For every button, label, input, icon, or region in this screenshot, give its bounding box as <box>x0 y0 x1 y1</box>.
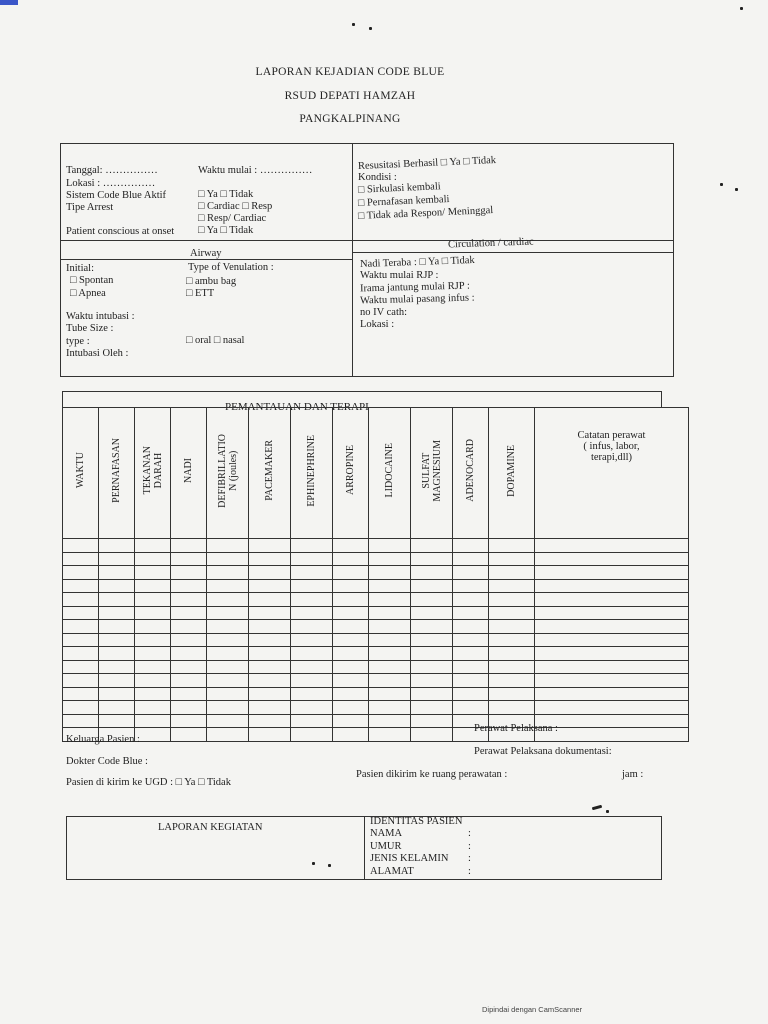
venulation-ambu-option: □ ambu bag <box>186 276 237 287</box>
table-cell[interactable] <box>135 660 171 674</box>
section-divider <box>352 143 353 377</box>
table-cell[interactable] <box>135 633 171 647</box>
corner-mark <box>0 0 18 5</box>
table-cell[interactable] <box>489 701 535 715</box>
table-cell[interactable] <box>489 647 535 661</box>
section-row-divider <box>60 240 674 241</box>
monitoring-header-row <box>63 408 689 539</box>
table-cell[interactable] <box>63 701 99 715</box>
table-row <box>63 687 689 701</box>
table-cell[interactable] <box>171 687 207 701</box>
table-cell[interactable] <box>411 539 453 553</box>
waktu-mulai-label: Waktu mulai : …………… <box>198 165 313 176</box>
table-cell[interactable] <box>207 714 249 728</box>
venulation-label: Type of Venulation : <box>188 262 274 273</box>
table-cell[interactable] <box>99 539 135 553</box>
table-cell[interactable] <box>99 687 135 701</box>
table-cell[interactable] <box>489 633 535 647</box>
table-cell[interactable] <box>369 701 411 715</box>
table-cell[interactable] <box>369 728 411 742</box>
table-cell[interactable] <box>489 579 535 593</box>
table-cell[interactable] <box>249 633 291 647</box>
table-cell[interactable] <box>333 660 369 674</box>
table-cell[interactable] <box>63 633 99 647</box>
table-cell[interactable] <box>99 620 135 634</box>
sistem-options: □ Ya □ Tidak <box>198 189 254 200</box>
dikirim-ugd-label: Pasien di kirim ke UGD : □ Ya □ Tidak <box>66 777 231 788</box>
table-cell[interactable] <box>291 647 333 661</box>
alamat-label: ALAMAT <box>370 866 414 877</box>
table-cell[interactable] <box>171 620 207 634</box>
table-row <box>63 728 689 742</box>
table-cell[interactable] <box>249 714 291 728</box>
table-cell[interactable] <box>171 674 207 688</box>
column-header-label: TEKANAN DARAH <box>141 446 164 495</box>
sistem-label: Sistem Code Blue Aktif <box>66 190 167 201</box>
table-cell[interactable] <box>411 579 453 593</box>
table-cell[interactable] <box>333 633 369 647</box>
column-header <box>411 408 453 539</box>
notes-header: Catatan perawat ( infus, labor, terapi,dll) <box>535 408 689 539</box>
column-header <box>489 408 535 539</box>
no-iv-cath-label: no IV cath: <box>360 307 408 318</box>
perawat-dokumentasi-label: Perawat Pelaksana dokumentasi: <box>474 746 612 757</box>
table-cell[interactable] <box>135 593 171 607</box>
table-cell[interactable] <box>489 539 535 553</box>
table-cell[interactable] <box>63 579 99 593</box>
table-cell[interactable] <box>333 593 369 607</box>
table-cell[interactable] <box>207 687 249 701</box>
table-cell[interactable] <box>291 687 333 701</box>
table-cell[interactable] <box>453 539 489 553</box>
table-cell[interactable] <box>171 660 207 674</box>
table-cell[interactable] <box>99 647 135 661</box>
column-header <box>207 408 249 539</box>
table-cell[interactable] <box>291 714 333 728</box>
scan-speck <box>740 7 743 10</box>
table-cell[interactable] <box>135 714 171 728</box>
table-cell[interactable] <box>249 674 291 688</box>
jenis-kelamin-colon: : <box>468 853 471 864</box>
table-cell[interactable] <box>453 566 489 580</box>
table-cell[interactable] <box>63 593 99 607</box>
table-cell[interactable] <box>99 579 135 593</box>
airway-apnea-option: □ Apnea <box>70 288 106 299</box>
circulation-heading: Circulation / cardiac <box>447 236 534 251</box>
jenis-kelamin-label: JENIS KELAMIN <box>370 853 449 864</box>
scan-speck <box>720 183 723 186</box>
table-cell[interactable] <box>535 593 689 607</box>
table-cell[interactable] <box>249 552 291 566</box>
scan-speck <box>352 23 355 26</box>
table-cell[interactable] <box>333 539 369 553</box>
table-cell[interactable] <box>135 579 171 593</box>
table-cell[interactable] <box>489 687 535 701</box>
table-cell[interactable] <box>535 674 689 688</box>
table-cell[interactable] <box>249 606 291 620</box>
table-row <box>63 593 689 607</box>
table-cell[interactable] <box>99 660 135 674</box>
airway-initial-label: Initial: <box>66 263 94 274</box>
table-cell[interactable] <box>411 552 453 566</box>
table-cell[interactable] <box>63 647 99 661</box>
column-header <box>249 408 291 539</box>
column-header <box>171 408 207 539</box>
table-cell[interactable] <box>291 620 333 634</box>
table-cell[interactable] <box>333 701 369 715</box>
city-name: PANGKALPINANG <box>299 113 401 125</box>
column-header <box>99 408 135 539</box>
table-cell[interactable] <box>411 647 453 661</box>
table-cell[interactable] <box>333 647 369 661</box>
umur-label: UMUR <box>370 841 402 852</box>
table-cell[interactable] <box>369 606 411 620</box>
table-row <box>63 714 689 728</box>
table-cell[interactable] <box>171 606 207 620</box>
bottom-divider <box>364 816 365 880</box>
column-header-label: ADENOCARD <box>465 439 476 502</box>
table-cell[interactable] <box>291 660 333 674</box>
table-row <box>63 633 689 647</box>
table-cell[interactable] <box>333 728 369 742</box>
table-cell[interactable] <box>453 701 489 715</box>
column-header <box>369 408 411 539</box>
table-row <box>63 579 689 593</box>
table-cell[interactable] <box>489 606 535 620</box>
table-cell[interactable] <box>411 660 453 674</box>
table-row <box>63 620 689 634</box>
monitoring-table <box>62 407 689 742</box>
table-cell[interactable] <box>291 552 333 566</box>
kondisi-label: Kondisi : <box>358 172 397 183</box>
table-cell[interactable] <box>369 633 411 647</box>
kondisi-option-pernafasan: □ Pernafasan kembali <box>357 194 450 209</box>
table-row <box>63 566 689 580</box>
table-cell[interactable] <box>207 579 249 593</box>
table-cell[interactable] <box>171 633 207 647</box>
table-cell[interactable] <box>489 552 535 566</box>
table-cell[interactable] <box>489 674 535 688</box>
perawat-pelaksana-label: Perawat Pelaksana : <box>474 723 558 734</box>
table-cell[interactable] <box>99 674 135 688</box>
table-row <box>63 660 689 674</box>
table-cell[interactable] <box>411 674 453 688</box>
table-cell[interactable] <box>411 687 453 701</box>
table-cell[interactable] <box>453 660 489 674</box>
table-cell[interactable] <box>453 620 489 634</box>
table-cell[interactable] <box>291 701 333 715</box>
table-cell[interactable] <box>535 606 689 620</box>
table-cell[interactable] <box>535 660 689 674</box>
table-cell[interactable] <box>207 593 249 607</box>
column-header-label: WAKTU <box>75 452 86 489</box>
table-cell[interactable] <box>135 606 171 620</box>
table-cell[interactable] <box>249 728 291 742</box>
table-cell[interactable] <box>291 633 333 647</box>
table-cell[interactable] <box>535 701 689 715</box>
table-cell[interactable] <box>535 539 689 553</box>
table-cell[interactable] <box>369 620 411 634</box>
table-cell[interactable] <box>535 647 689 661</box>
table-cell[interactable] <box>207 633 249 647</box>
table-cell[interactable] <box>249 701 291 715</box>
column-header-label: NADI <box>183 458 194 483</box>
table-cell[interactable] <box>333 606 369 620</box>
table-cell[interactable] <box>171 714 207 728</box>
table-cell[interactable] <box>453 552 489 566</box>
table-cell[interactable] <box>291 728 333 742</box>
table-cell[interactable] <box>535 620 689 634</box>
table-cell[interactable] <box>135 687 171 701</box>
table-cell[interactable] <box>249 579 291 593</box>
column-header-label: DOPAMINE <box>506 444 517 497</box>
scan-speck <box>592 805 602 810</box>
table-cell[interactable] <box>453 687 489 701</box>
nadi-teraba-label: Nadi Teraba : □ Ya □ Tidak <box>359 255 475 270</box>
table-row <box>63 701 689 715</box>
circulation-lokasi-label: Lokasi : <box>360 319 395 330</box>
table-cell[interactable] <box>333 566 369 580</box>
column-header-label: LIDOCAINE <box>384 443 395 498</box>
column-header <box>453 408 489 539</box>
table-cell[interactable] <box>249 593 291 607</box>
hospital-name: RSUD DEPATI HAMZAH <box>284 90 416 102</box>
table-row <box>63 606 689 620</box>
table-cell[interactable] <box>411 566 453 580</box>
table-cell[interactable] <box>207 728 249 742</box>
table-cell[interactable] <box>99 606 135 620</box>
table-cell[interactable] <box>171 647 207 661</box>
table-cell[interactable] <box>369 660 411 674</box>
table-cell[interactable] <box>291 606 333 620</box>
table-cell[interactable] <box>171 579 207 593</box>
table-cell[interactable] <box>207 552 249 566</box>
scan-speck <box>328 864 331 867</box>
umur-colon: : <box>468 841 471 852</box>
venulation-ett-option: □ ETT <box>186 288 215 299</box>
table-cell[interactable] <box>453 647 489 661</box>
table-cell[interactable] <box>535 687 689 701</box>
table-row <box>63 647 689 661</box>
scan-speck <box>312 862 315 865</box>
table-cell[interactable] <box>99 566 135 580</box>
table-cell[interactable] <box>207 674 249 688</box>
table-cell[interactable] <box>171 728 207 742</box>
conscious-label: Patient conscious at onset <box>66 226 175 237</box>
form-title: LAPORAN KEJADIAN CODE BLUE <box>255 66 445 78</box>
nama-label: NAMA <box>370 828 403 839</box>
table-cell[interactable] <box>171 566 207 580</box>
table-cell[interactable] <box>369 674 411 688</box>
table-cell[interactable] <box>369 539 411 553</box>
table-cell[interactable] <box>135 701 171 715</box>
table-cell[interactable] <box>99 633 135 647</box>
table-cell[interactable] <box>333 579 369 593</box>
jam-label: jam : <box>622 769 644 780</box>
column-header-label: PERNAFASAN <box>111 438 122 503</box>
scanner-watermark: Dipindai dengan CamScanner <box>482 1005 583 1014</box>
scan-speck <box>735 188 738 191</box>
table-cell[interactable] <box>411 620 453 634</box>
table-cell[interactable] <box>171 539 207 553</box>
table-cell[interactable] <box>535 552 689 566</box>
identitas-pasien-label: IDENTITAS PASIEN <box>370 816 463 827</box>
table-cell[interactable] <box>63 674 99 688</box>
keluarga-pasien-label: Keluarga Pasien : <box>66 734 140 745</box>
monitoring-title: PEMANTAUAN DAN TERAPI <box>225 401 369 413</box>
table-cell[interactable] <box>63 620 99 634</box>
airway-spontan-option: □ Spontan <box>70 275 114 286</box>
table-cell[interactable] <box>411 714 453 728</box>
table-cell[interactable] <box>249 539 291 553</box>
table-cell[interactable] <box>99 552 135 566</box>
table-cell[interactable] <box>63 660 99 674</box>
table-cell[interactable] <box>369 566 411 580</box>
table-cell[interactable] <box>249 566 291 580</box>
table-cell[interactable] <box>207 660 249 674</box>
conscious-options: □ Ya □ Tidak <box>198 225 254 236</box>
table-cell[interactable] <box>291 579 333 593</box>
table-cell[interactable] <box>333 674 369 688</box>
table-cell[interactable] <box>333 620 369 634</box>
table-cell[interactable] <box>291 674 333 688</box>
table-cell[interactable] <box>535 579 689 593</box>
lokasi-label: Lokasi : …………… <box>66 178 156 189</box>
column-header <box>135 408 171 539</box>
table-cell[interactable] <box>489 566 535 580</box>
table-cell[interactable] <box>453 674 489 688</box>
table-cell[interactable] <box>249 647 291 661</box>
tipe-arrest-options-2: □ Resp/ Cardiac <box>198 213 267 224</box>
table-cell[interactable] <box>453 606 489 620</box>
table-cell[interactable] <box>63 606 99 620</box>
table-cell[interactable] <box>411 701 453 715</box>
table-cell[interactable] <box>63 714 99 728</box>
tube-size-label: Tube Size : <box>66 323 114 334</box>
table-cell[interactable] <box>207 606 249 620</box>
table-cell[interactable] <box>291 539 333 553</box>
tipe-arrest-options-1: □ Cardiac □ Resp <box>198 201 273 212</box>
table-cell[interactable] <box>135 620 171 634</box>
table-cell[interactable] <box>249 620 291 634</box>
table-cell[interactable] <box>453 579 489 593</box>
table-cell[interactable] <box>171 593 207 607</box>
table-cell[interactable] <box>207 701 249 715</box>
table-cell[interactable] <box>63 687 99 701</box>
table-cell[interactable] <box>207 566 249 580</box>
table-cell[interactable] <box>369 647 411 661</box>
table-cell[interactable] <box>411 633 453 647</box>
column-header-label: DEFIBRILLATIO N (joules) <box>216 433 239 508</box>
table-cell[interactable] <box>535 566 689 580</box>
table-cell[interactable] <box>411 728 453 742</box>
type-label: type : <box>66 336 90 347</box>
table-cell[interactable] <box>207 647 249 661</box>
table-cell[interactable] <box>135 674 171 688</box>
airway-heading: Airway <box>190 248 222 259</box>
resusitasi-label: Resusitasi Berhasil □ Ya □ Tidak <box>357 154 497 173</box>
table-row <box>63 674 689 688</box>
table-cell[interactable] <box>369 687 411 701</box>
airway-heading-line <box>60 259 352 260</box>
circulation-heading-line <box>352 252 674 253</box>
table-cell[interactable] <box>135 539 171 553</box>
table-cell[interactable] <box>453 593 489 607</box>
table-cell[interactable] <box>171 701 207 715</box>
intubasi-oleh-label: Intubasi Oleh : <box>66 348 129 359</box>
table-cell[interactable] <box>333 552 369 566</box>
table-cell[interactable] <box>63 552 99 566</box>
table-cell[interactable] <box>333 714 369 728</box>
kondisi-option-sirkulasi: □ Sirkulasi kembali <box>357 181 441 196</box>
waktu-intubasi-label: Waktu intubasi : <box>66 311 135 322</box>
column-header-label: SULFAT MAGNESIUM <box>420 439 443 502</box>
column-header-label: EPHINEPHRINE <box>306 434 317 507</box>
column-header-label: ARROPINE <box>345 445 356 496</box>
column-header <box>333 408 369 539</box>
table-cell[interactable] <box>291 566 333 580</box>
table-cell[interactable] <box>333 687 369 701</box>
table-cell[interactable] <box>249 687 291 701</box>
table-cell[interactable] <box>207 620 249 634</box>
table-cell[interactable] <box>489 620 535 634</box>
waktu-rjp-label: Waktu mulai RJP : <box>360 270 439 281</box>
table-cell[interactable] <box>369 593 411 607</box>
table-cell[interactable] <box>411 606 453 620</box>
table-cell[interactable] <box>453 633 489 647</box>
table-cell[interactable] <box>63 566 99 580</box>
column-header-label: PACEMAKER <box>264 440 275 501</box>
table-cell[interactable] <box>489 593 535 607</box>
table-cell[interactable] <box>171 552 207 566</box>
tipe-arrest-label: Tipe Arrest <box>66 202 114 213</box>
waktu-infus-label: Waktu mulai pasang infus : <box>359 292 475 307</box>
table-cell[interactable] <box>99 714 135 728</box>
table-cell[interactable] <box>411 593 453 607</box>
table-cell[interactable] <box>135 647 171 661</box>
dikirim-ruang-label: Pasien dikirim ke ruang perawatan : <box>356 769 508 780</box>
nama-colon: : <box>468 828 471 839</box>
table-cell[interactable] <box>369 552 411 566</box>
tanggal-label: Tanggal: …………… <box>66 165 158 176</box>
scan-speck <box>606 810 609 813</box>
column-header <box>63 408 99 539</box>
table-cell[interactable] <box>535 633 689 647</box>
kondisi-option-meninggal: □ Tidak ada Respon/ Meninggal <box>357 205 494 222</box>
column-header <box>291 408 333 539</box>
table-cell[interactable] <box>369 579 411 593</box>
scan-speck <box>369 27 372 30</box>
table-cell[interactable] <box>99 701 135 715</box>
table-row <box>63 552 689 566</box>
table-cell[interactable] <box>489 660 535 674</box>
table-cell[interactable] <box>135 566 171 580</box>
laporan-kegiatan-label: LAPORAN KEGIATAN <box>158 822 263 833</box>
alamat-colon: : <box>468 866 471 877</box>
irama-label: Irama jantung mulai RJP : <box>359 280 470 295</box>
table-cell[interactable] <box>369 714 411 728</box>
dokter-code-blue-label: Dokter Code Blue : <box>66 756 148 767</box>
table-cell[interactable] <box>99 593 135 607</box>
table-cell[interactable] <box>135 552 171 566</box>
table-cell[interactable] <box>207 539 249 553</box>
table-cell[interactable] <box>249 660 291 674</box>
table-cell[interactable] <box>291 593 333 607</box>
table-cell[interactable] <box>63 539 99 553</box>
type-options: □ oral □ nasal <box>186 335 245 346</box>
table-row <box>63 539 689 553</box>
